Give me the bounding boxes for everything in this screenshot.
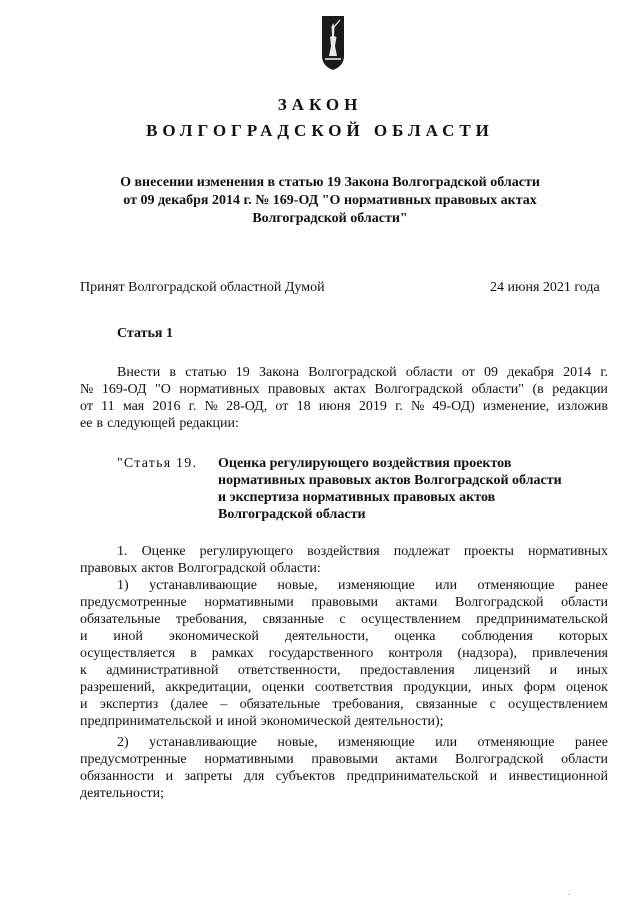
text-line <box>80 734 608 751</box>
word: 2014 <box>563 365 592 380</box>
word: обязательные <box>80 612 161 627</box>
word: экономической <box>168 629 259 644</box>
word: оценки <box>261 680 305 695</box>
word: 1. <box>117 544 128 559</box>
word: изложив <box>557 399 608 414</box>
text-line <box>80 398 608 415</box>
word: оценка <box>394 629 436 644</box>
word: г. <box>188 399 197 414</box>
subpoint-2 <box>80 734 608 802</box>
word: ее <box>80 416 93 431</box>
word: разрешений, <box>80 680 155 695</box>
word: с <box>339 612 346 627</box>
text-line <box>80 679 608 696</box>
word: иной <box>227 714 257 729</box>
word: "О <box>155 382 171 397</box>
word: регулирующего <box>199 544 294 559</box>
word: оценок <box>565 680 608 695</box>
word: г. <box>395 399 403 414</box>
word: деятельности, <box>284 629 369 644</box>
word: № <box>80 382 94 397</box>
point-1 <box>80 543 608 577</box>
text-line <box>80 662 608 679</box>
word: в <box>96 416 104 431</box>
word: субъектов <box>275 769 336 784</box>
subtitle-line: О внесении изменения в статью 19 Закона Волгоградской области <box>120 175 540 190</box>
text-line <box>80 381 608 398</box>
word: Волгоградской <box>308 365 397 380</box>
text-line <box>80 785 608 802</box>
word: Волгоградской <box>455 752 544 767</box>
word: нормативных <box>527 544 608 559</box>
word: актов <box>141 561 174 576</box>
word: от <box>461 365 475 380</box>
text-line <box>80 364 608 381</box>
word: редакции <box>552 382 608 397</box>
word: для <box>243 769 265 784</box>
word: воздействия <box>307 544 380 559</box>
text-line <box>80 543 608 560</box>
word: Волгоградской <box>374 382 463 397</box>
word: актами <box>395 752 438 767</box>
text-line <box>80 594 608 611</box>
word: мая <box>122 399 145 414</box>
word: новые, <box>277 735 318 750</box>
word: 11 <box>101 399 115 414</box>
word: инвестиционной <box>508 769 608 784</box>
word: требования, <box>332 697 404 712</box>
word: правовыми <box>311 752 378 767</box>
word: соответствия <box>314 680 393 695</box>
word: 49-ОД) <box>432 399 475 414</box>
article19-title <box>218 455 562 523</box>
word: 2019 <box>358 399 387 414</box>
title-line: Волгоградской области <box>218 507 366 522</box>
word: к <box>80 663 87 678</box>
word: следующей <box>107 416 176 431</box>
word: правовыми <box>311 595 378 610</box>
text-line <box>80 560 608 577</box>
text-line <box>80 645 608 662</box>
word: 1) <box>117 578 129 593</box>
word: обязанности <box>80 769 155 784</box>
scan-mark: . <box>568 887 571 897</box>
word: области <box>561 752 608 767</box>
word: 19 <box>235 365 250 380</box>
word: государственного <box>268 646 374 661</box>
text-line <box>80 611 608 628</box>
word: соблюдения <box>461 629 533 644</box>
word: обязательные <box>239 697 321 712</box>
word: лицензий <box>474 663 531 678</box>
word: ответственности, <box>237 663 341 678</box>
word: и <box>549 663 558 678</box>
title-line: Оценка регулирующего воздействия проектов <box>218 456 512 471</box>
word: июня <box>318 399 351 414</box>
word: 2) <box>117 735 129 750</box>
word: редакции: <box>179 416 239 431</box>
word: связанные <box>415 697 478 712</box>
word: которых <box>558 629 608 644</box>
word: привлечения <box>531 646 608 661</box>
word: декабря <box>507 365 554 380</box>
word: 169-ОД <box>101 382 147 397</box>
word: области" <box>471 382 524 397</box>
article19-label: "Статья 19. <box>117 456 198 471</box>
word: ранее <box>574 735 608 750</box>
word: – <box>220 697 228 712</box>
word: от <box>275 399 289 414</box>
word: аккредитации, <box>165 680 252 695</box>
word: и <box>80 697 88 712</box>
word: с <box>489 697 496 712</box>
title-line: нормативных правовых актов Волгоградской области <box>218 473 562 488</box>
word: 2016 <box>152 399 181 414</box>
word: экономической <box>260 714 351 729</box>
word: области <box>405 365 453 380</box>
word: осуществлением <box>361 612 461 627</box>
law-title: ЗАКОН <box>277 95 363 114</box>
text-line <box>80 415 608 432</box>
word: изменяющие <box>338 578 415 593</box>
word: требования, <box>175 612 248 627</box>
word: 09 <box>484 365 498 380</box>
article-heading: Статья 1 <box>117 326 173 341</box>
word: новые, <box>277 578 318 593</box>
word: в <box>169 365 177 380</box>
subpoint-1 <box>80 577 608 730</box>
word: предпринимательской <box>476 612 608 627</box>
word: (в <box>532 382 544 397</box>
word: от <box>80 399 93 414</box>
word: предоставления <box>359 663 455 678</box>
word: или <box>435 735 458 750</box>
word: иных <box>576 663 608 678</box>
word: № <box>204 399 218 414</box>
text-line <box>80 768 608 785</box>
word: 18 <box>296 399 311 414</box>
subtitle-line: Волгоградской области" <box>252 211 408 226</box>
adopted-date: 24 июня 2021 года <box>490 280 600 295</box>
word: актами <box>395 595 438 610</box>
word: статью <box>185 365 227 380</box>
word: ранее <box>574 578 608 593</box>
title-line: и экспертиза нормативных правовых актов <box>218 490 496 505</box>
word: предпринимательской <box>80 714 212 729</box>
word: правовых <box>80 561 138 576</box>
text-line <box>80 628 608 645</box>
word: изменяющие <box>338 735 415 750</box>
word: форм <box>523 680 556 695</box>
word: продукции, <box>403 680 472 695</box>
word: устанавливающие <box>149 578 257 593</box>
word: изменение, <box>483 399 550 414</box>
word: 28-ОД, <box>226 399 268 414</box>
text-line <box>80 751 608 768</box>
word: и <box>489 769 498 784</box>
word: и <box>80 629 88 644</box>
word: нормативными <box>204 752 294 767</box>
word: запреты <box>184 769 233 784</box>
word: актах <box>333 382 366 397</box>
word: № <box>410 399 425 414</box>
subtitle-line: от 09 декабря 2014 г. № 169-ОД "О нормативных правовых актах <box>123 193 537 208</box>
word: правовых <box>267 382 326 397</box>
word: деятельности; <box>80 786 165 801</box>
word: осуществлением <box>508 697 608 712</box>
text-line <box>80 713 608 730</box>
word: нормативными <box>204 595 294 610</box>
word: Волгоградской <box>455 595 544 610</box>
volgograd-coat-of-arms-icon <box>321 16 345 70</box>
adopted-by: Принят Волгоградской областной Думой <box>80 280 325 295</box>
word: Волгоградской <box>177 561 267 576</box>
word: Закона <box>258 365 300 380</box>
word: области <box>561 595 608 610</box>
word: связанные <box>262 612 324 627</box>
word: нормативных <box>179 382 260 397</box>
word: иных <box>481 680 514 695</box>
text-line <box>80 577 608 594</box>
word: Оценке <box>141 544 186 559</box>
word: (далее <box>170 697 209 712</box>
article1-intro <box>80 364 608 432</box>
word: предусмотренные <box>80 595 187 610</box>
law-region-title: ВОЛГОГРАДСКОЙ ОБЛАСТИ <box>146 121 494 140</box>
word: предпринимательской <box>346 769 479 784</box>
word: устанавливающие <box>149 735 257 750</box>
word: и <box>215 714 224 729</box>
word: рамках <box>211 646 254 661</box>
word: (надзора), <box>457 646 517 661</box>
word: предусмотренные <box>80 752 187 767</box>
word: отменяющие <box>477 578 555 593</box>
word: осуществляется <box>80 646 176 661</box>
word: отменяющие <box>477 735 555 750</box>
word: проекты <box>463 544 514 559</box>
text-line <box>80 696 608 713</box>
word: Внести <box>117 365 161 380</box>
word: и <box>165 769 174 784</box>
word: подлежат <box>393 544 450 559</box>
word: в <box>190 646 197 661</box>
word: экспертиз <box>99 697 159 712</box>
word: г. <box>600 365 608 380</box>
word: деятельности); <box>354 714 444 729</box>
law-subtitle <box>100 174 560 228</box>
word: иной <box>113 629 143 644</box>
word: области: <box>270 561 321 576</box>
word: административной <box>106 663 219 678</box>
word: контроля <box>388 646 443 661</box>
word: или <box>435 578 458 593</box>
